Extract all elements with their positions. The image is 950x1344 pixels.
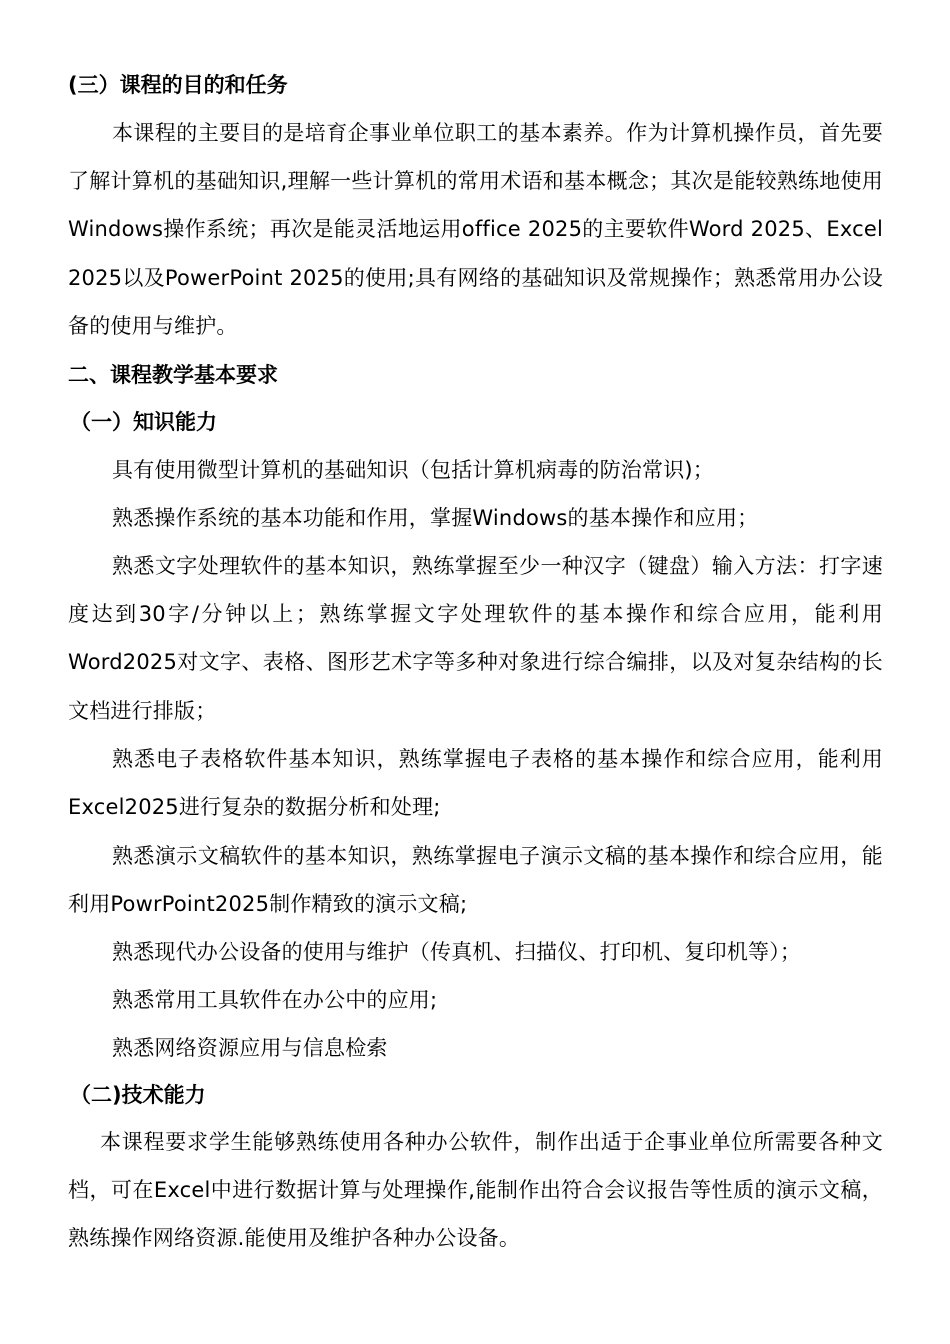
knowledge-item: 熟悉演示文稿软件的基本知识，熟练掌握电子演示文稿的基本操作和综合应用，能利用PowrPoint2025制作精致的演示文稿; xyxy=(68,844,883,917)
heading-teaching-requirements: 二、课程教学基本要求 xyxy=(68,363,278,387)
knowledge-item: 熟悉电子表格软件基本知识，熟练掌握电子表格的基本操作和综合应用，能利用Excel2025进行复杂的数据分析和处理; xyxy=(68,747,883,820)
knowledge-item: 熟悉常用工具软件在办公中的应用; xyxy=(112,988,438,1012)
knowledge-item: 熟悉现代办公设备的使用与维护（传真机、扫描仪、打印机、复印机等）； xyxy=(112,940,802,964)
knowledge-item: 具有使用微型计算机的基础知识（包括计算机病毒的防治常识)； xyxy=(112,458,714,482)
knowledge-item: 熟悉操作系统的基本功能和作用，掌握Windows的基本操作和应用； xyxy=(112,506,759,530)
knowledge-item: 熟悉文字处理软件的基本知识，熟练掌握至少一种汉字（键盘）输入方法：打字速度达到30字/分钟以上；熟练掌握文字处理软件的基本操作和综合应用，能利用Word2025对文字、表格、图形艺术字等多种对象进行综合编排，以及对复杂结构的长文档进行排版； xyxy=(68,554,883,723)
heading-technical-ability: （二)技术能力 xyxy=(70,1083,206,1107)
knowledge-item: 熟悉网络资源应用与信息检索 xyxy=(112,1036,388,1060)
paragraph-technical-ability: 本课程要求学生能够熟练使用各种办公软件，制作出适于企事业单位所需要各种文档，可在Excel中进行数据计算与处理操作,能制作出符合会议报告等性质的演示文稿，熟练操作网络资源.能使用及维护各种办公设备。 xyxy=(68,1130,883,1251)
paragraph-course-purpose: 本课程的主要目的是培育企事业单位职工的基本素养。作为计算机操作员，首先要了解计算机的基础知识,理解一些计算机的常用术语和基本概念；其次是能较熟练地使用Windows操作系统；再次是能灵活地运用office 2025的主要软件Word 2025、Excel 2025以及PowerPoint 2025的使用;具有网络的基础知识及常规操作；熟悉常用办公设备的使用与维护。 xyxy=(68,121,883,338)
heading-course-purpose: (三）课程的目的和任务 xyxy=(68,73,288,97)
heading-knowledge-ability: （一）知识能力 xyxy=(70,410,217,434)
